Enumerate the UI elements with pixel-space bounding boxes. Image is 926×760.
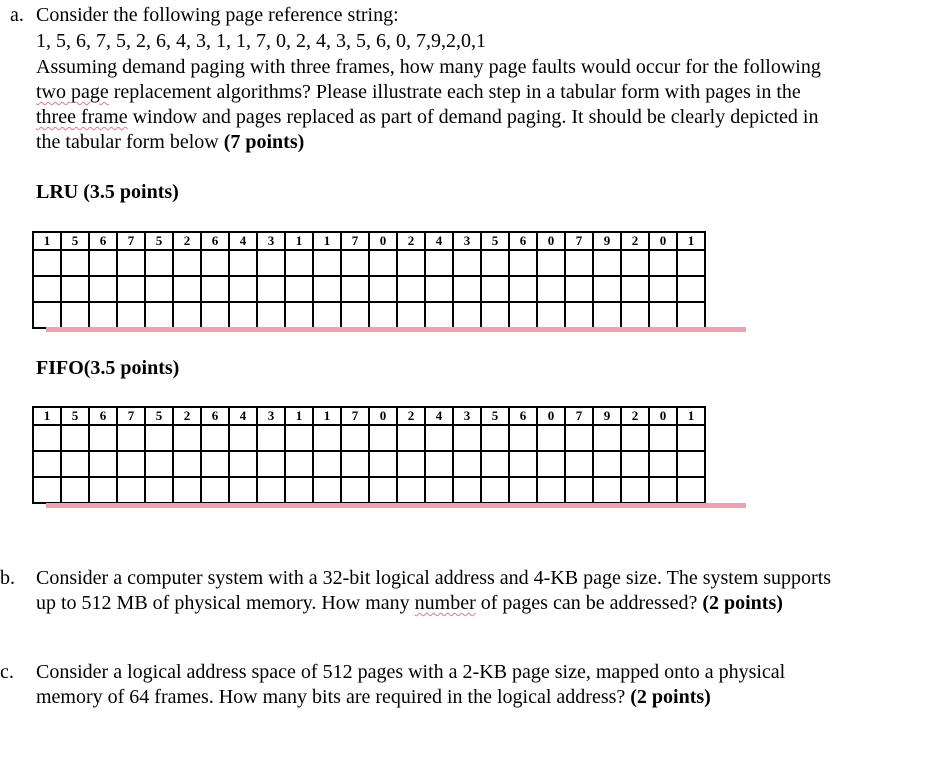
fifo-frame-cell[interactable] — [117, 425, 145, 451]
part-c-line1: Consider a logical address space of 512 pages with a 2-KB page size, mapped onto a physical — [36, 661, 786, 683]
lru-frame-cell[interactable] — [453, 250, 481, 276]
lru-frame-cell[interactable] — [677, 276, 705, 302]
fifo-reference-row — [33, 407, 705, 425]
fifo-frame-cell[interactable] — [313, 425, 341, 451]
fifo-ref-cell: 1 — [33, 407, 61, 425]
lru-ref-cell: 3 — [257, 232, 285, 250]
lru-ref-cell: 7 — [565, 232, 593, 250]
part-c-line2 — [36, 685, 711, 710]
lru-frame-cell[interactable] — [33, 276, 61, 302]
lru-frame-cell[interactable] — [537, 276, 565, 302]
fifo-frame-cell[interactable] — [425, 451, 453, 477]
fifo-frame-cell[interactable] — [285, 425, 313, 451]
lru-frame-cell[interactable] — [89, 250, 117, 276]
lru-ref-cell: 3 — [453, 232, 481, 250]
fifo-frame-cell[interactable] — [341, 425, 369, 451]
fifo-frame-cell[interactable] — [397, 425, 425, 451]
part-b-line1: Consider a computer system with a 32-bit logical address and 4-KB page size. The system supports — [36, 567, 832, 589]
lru-frame-cell[interactable] — [285, 302, 313, 328]
reference-string: 1, 5, 6, 7, 5, 2, 6, 4, 3, 1, 1, 7, 0, 2, 4, 3, 5, 6, 0, 7,9,2,0,1 — [36, 30, 486, 52]
part-a-line4 — [36, 130, 304, 155]
lru-frame-cell[interactable] — [257, 302, 285, 328]
fifo-ref-cell: 5 — [61, 407, 89, 425]
lru-table — [32, 231, 706, 329]
fifo-ref-cell: 7 — [341, 407, 369, 425]
fifo-frame-cell[interactable] — [145, 451, 173, 477]
lru-frame-cell[interactable] — [649, 302, 677, 328]
fifo-frame-cell[interactable] — [341, 477, 369, 503]
fifo-frame-cell[interactable] — [33, 425, 61, 451]
fifo-frame-cell[interactable] — [145, 477, 173, 503]
lru-frame-cell[interactable] — [313, 250, 341, 276]
lru-ref-cell: 1 — [33, 232, 61, 250]
lru-ref-cell: 0 — [369, 232, 397, 250]
lru-frame-cell[interactable] — [341, 276, 369, 302]
fifo-frame-cell[interactable] — [33, 451, 61, 477]
lru-ref-cell: 4 — [425, 232, 453, 250]
lru-frame-row — [33, 276, 705, 302]
lru-frame-cell[interactable] — [229, 302, 257, 328]
fifo-frame-cell[interactable] — [313, 451, 341, 477]
lru-frame-cell[interactable] — [285, 250, 313, 276]
fifo-frame-cell[interactable] — [621, 451, 649, 477]
fifo-frame-cell[interactable] — [677, 451, 705, 477]
fifo-frame-cell[interactable] — [229, 425, 257, 451]
fifo-frame-cell[interactable] — [481, 477, 509, 503]
lru-ref-cell: 4 — [229, 232, 257, 250]
lru-frame-cell[interactable] — [565, 250, 593, 276]
fifo-frame-cell[interactable] — [369, 425, 397, 451]
part-a-line4-text: the tabular form below — [36, 131, 224, 153]
fifo-frame-cell[interactable] — [397, 477, 425, 503]
lru-frame-cell[interactable] — [173, 302, 201, 328]
lru-ref-cell: 6 — [509, 232, 537, 250]
lru-frame-row — [33, 250, 705, 276]
fifo-frame-cell[interactable] — [257, 477, 285, 503]
fifo-frame-cell[interactable] — [61, 477, 89, 503]
fifo-frame-cell[interactable] — [117, 451, 145, 477]
fifo-frame-cell[interactable] — [509, 451, 537, 477]
lru-frame-cell[interactable] — [229, 276, 257, 302]
fifo-ref-cell: 3 — [257, 407, 285, 425]
part-b-line2 — [36, 591, 783, 616]
fifo-ref-cell: 0 — [649, 407, 677, 425]
fifo-frame-cell[interactable] — [677, 477, 705, 503]
part-a-heading: Consider the following page reference string: — [36, 4, 399, 26]
fifo-ref-cell: 1 — [677, 407, 705, 425]
lru-reference-row — [33, 232, 705, 250]
lru-frame-cell[interactable] — [397, 302, 425, 328]
fifo-frame-cell[interactable] — [89, 451, 117, 477]
lru-frame-cell[interactable] — [397, 276, 425, 302]
fifo-frame-cell[interactable] — [593, 451, 621, 477]
fifo-frame-cell[interactable] — [369, 451, 397, 477]
lru-frame-cell[interactable] — [145, 250, 173, 276]
fifo-frame-cell[interactable] — [313, 477, 341, 503]
lru-frame-cell[interactable] — [425, 276, 453, 302]
lru-frame-cell[interactable] — [481, 302, 509, 328]
fifo-ref-cell: 5 — [145, 407, 173, 425]
lru-frame-cell[interactable] — [593, 276, 621, 302]
lru-ref-cell: 2 — [621, 232, 649, 250]
lru-frame-cell[interactable] — [509, 276, 537, 302]
fifo-frame-cell[interactable] — [117, 477, 145, 503]
fifo-ref-cell: 0 — [369, 407, 397, 425]
lru-frame-cell[interactable] — [257, 250, 285, 276]
spellcheck-number: number — [414, 592, 476, 614]
lru-frame-row — [33, 302, 705, 328]
fifo-ref-cell: 6 — [509, 407, 537, 425]
lru-frame-cell[interactable] — [229, 250, 257, 276]
fifo-frame-cell[interactable] — [173, 425, 201, 451]
fifo-ref-cell: 2 — [621, 407, 649, 425]
fifo-frame-cell[interactable] — [425, 477, 453, 503]
fifo-frame-row — [33, 425, 705, 451]
lru-frame-cell[interactable] — [61, 276, 89, 302]
fifo-ref-cell: 3 — [453, 407, 481, 425]
spellcheck-three-frame: three frame — [36, 106, 128, 128]
fifo-frame-cell[interactable] — [621, 477, 649, 503]
fifo-frame-cell[interactable] — [145, 425, 173, 451]
part-c-line2-text: memory of 64 frames. How many bits are required in the logical address? — [36, 686, 631, 708]
lru-frame-cell[interactable] — [89, 302, 117, 328]
fifo-frame-cell[interactable] — [453, 425, 481, 451]
lru-frame-cell[interactable] — [453, 276, 481, 302]
lru-ref-cell: 5 — [481, 232, 509, 250]
fifo-frame-cell[interactable] — [201, 451, 229, 477]
part-a-line2-rest: replacement algorithms? Please illustrate each step in a tabular form with pages in the — [108, 81, 801, 103]
lru-frame-cell[interactable] — [117, 302, 145, 328]
fifo-frame-cell[interactable] — [33, 477, 61, 503]
lru-frame-cell[interactable] — [649, 276, 677, 302]
fifo-frame-cell[interactable] — [257, 425, 285, 451]
fifo-ref-cell: 2 — [173, 407, 201, 425]
lru-frame-cell[interactable] — [677, 302, 705, 328]
fifo-frame-cell[interactable] — [537, 451, 565, 477]
lru-frame-cell[interactable] — [537, 250, 565, 276]
lru-ref-cell: 7 — [117, 232, 145, 250]
fifo-frame-cell[interactable] — [285, 451, 313, 477]
part-a-line3-rest: window and pages replaced as part of demand paging. It should be clearly depicted in — [127, 106, 819, 128]
fifo-ref-cell: 9 — [593, 407, 621, 425]
lru-frame-cell[interactable] — [425, 250, 453, 276]
lru-frame-cell[interactable] — [453, 302, 481, 328]
fifo-frame-cell[interactable] — [89, 425, 117, 451]
fifo-frame-cell[interactable] — [481, 425, 509, 451]
lru-frame-cell[interactable] — [117, 250, 145, 276]
lru-frame-cell[interactable] — [593, 302, 621, 328]
lru-frame-cell[interactable] — [593, 250, 621, 276]
lru-ref-cell: 0 — [537, 232, 565, 250]
fifo-frame-cell[interactable] — [173, 477, 201, 503]
lru-ref-cell: 5 — [61, 232, 89, 250]
fifo-frame-cell[interactable] — [229, 451, 257, 477]
part-a-points: (7 points) — [223, 131, 305, 153]
lru-frame-cell[interactable] — [621, 276, 649, 302]
part-c-points: (2 points) — [630, 686, 711, 708]
lru-ref-cell: 1 — [677, 232, 705, 250]
lru-frame-cell[interactable] — [509, 250, 537, 276]
fifo-divider — [46, 503, 746, 508]
part-b-line2-b: of pages can be addressed? — [475, 592, 703, 614]
fifo-frame-cell[interactable] — [537, 477, 565, 503]
fifo-frame-cell[interactable] — [677, 425, 705, 451]
fifo-ref-cell: 4 — [425, 407, 453, 425]
fifo-frame-cell[interactable] — [341, 451, 369, 477]
fifo-frame-cell[interactable] — [453, 451, 481, 477]
spellcheck-two-page: two page — [36, 81, 109, 103]
fifo-frame-row — [33, 477, 705, 503]
fifo-frame-cell[interactable] — [229, 477, 257, 503]
fifo-frame-cell[interactable] — [201, 425, 229, 451]
fifo-frame-cell[interactable] — [537, 425, 565, 451]
lru-frame-cell[interactable] — [173, 276, 201, 302]
part-a-marker: a. — [10, 4, 24, 26]
fifo-frame-cell[interactable] — [61, 425, 89, 451]
lru-frame-cell[interactable] — [425, 302, 453, 328]
lru-divider — [46, 327, 746, 332]
fifo-ref-cell: 7 — [565, 407, 593, 425]
lru-ref-cell: 1 — [313, 232, 341, 250]
part-a-line3 — [36, 105, 819, 130]
fifo-frame-cell[interactable] — [649, 451, 677, 477]
fifo-ref-cell: 5 — [481, 407, 509, 425]
lru-frame-cell[interactable] — [201, 250, 229, 276]
part-c-marker: c. — [0, 661, 14, 683]
fifo-frame-cell[interactable] — [565, 425, 593, 451]
lru-frame-cell[interactable] — [397, 250, 425, 276]
lru-frame-cell[interactable] — [201, 276, 229, 302]
lru-frame-cell[interactable] — [257, 276, 285, 302]
lru-frame-cell[interactable] — [677, 250, 705, 276]
fifo-frame-cell[interactable] — [621, 425, 649, 451]
lru-frame-cell[interactable] — [341, 302, 369, 328]
fifo-frame-cell[interactable] — [369, 477, 397, 503]
lru-frame-cell[interactable] — [33, 302, 61, 328]
part-b-points: (2 points) — [702, 592, 783, 614]
lru-ref-cell: 0 — [649, 232, 677, 250]
part-a-line2 — [36, 80, 801, 105]
lru-frame-cell[interactable] — [369, 276, 397, 302]
fifo-frame-cell[interactable] — [649, 477, 677, 503]
lru-frame-cell[interactable] — [145, 276, 173, 302]
lru-frame-cell[interactable] — [537, 302, 565, 328]
part-a-line1: Assuming demand paging with three frames, how many page faults would occur for the following — [36, 56, 821, 78]
lru-frame-cell[interactable] — [509, 302, 537, 328]
fifo-frame-cell[interactable] — [565, 477, 593, 503]
lru-frame-cell[interactable] — [201, 302, 229, 328]
lru-ref-cell: 1 — [285, 232, 313, 250]
lru-frame-cell[interactable] — [173, 250, 201, 276]
fifo-frame-cell[interactable] — [425, 425, 453, 451]
fifo-ref-cell: 7 — [117, 407, 145, 425]
lru-ref-cell: 6 — [89, 232, 117, 250]
fifo-title: FIFO(3.5 points) — [36, 357, 180, 379]
lru-frame-cell[interactable] — [61, 302, 89, 328]
lru-ref-cell: 9 — [593, 232, 621, 250]
lru-frame-cell[interactable] — [313, 302, 341, 328]
lru-ref-cell: 6 — [201, 232, 229, 250]
lru-frame-cell[interactable] — [481, 250, 509, 276]
lru-frame-cell[interactable] — [145, 302, 173, 328]
part-b-line2-a: up to 512 MB of physical memory. How many — [36, 592, 415, 614]
fifo-ref-cell: 2 — [397, 407, 425, 425]
lru-ref-cell: 2 — [397, 232, 425, 250]
fifo-frame-row — [33, 451, 705, 477]
lru-frame-cell[interactable] — [565, 302, 593, 328]
fifo-frame-cell[interactable] — [397, 451, 425, 477]
fifo-ref-cell: 0 — [537, 407, 565, 425]
fifo-frame-cell[interactable] — [285, 477, 313, 503]
lru-ref-cell: 2 — [173, 232, 201, 250]
part-b-marker: b. — [0, 567, 15, 589]
fifo-frame-cell[interactable] — [201, 477, 229, 503]
fifo-frame-cell[interactable] — [565, 451, 593, 477]
lru-frame-cell[interactable] — [369, 250, 397, 276]
lru-frame-cell[interactable] — [649, 250, 677, 276]
fifo-frame-cell[interactable] — [649, 425, 677, 451]
lru-frame-cell[interactable] — [565, 276, 593, 302]
lru-frame-cell[interactable] — [621, 302, 649, 328]
fifo-ref-cell: 6 — [201, 407, 229, 425]
fifo-ref-cell: 1 — [313, 407, 341, 425]
fifo-frame-cell[interactable] — [61, 451, 89, 477]
lru-frame-cell[interactable] — [341, 250, 369, 276]
fifo-frame-cell[interactable] — [481, 451, 509, 477]
fifo-frame-cell[interactable] — [593, 425, 621, 451]
lru-frame-cell[interactable] — [313, 276, 341, 302]
lru-frame-cell[interactable] — [117, 276, 145, 302]
fifo-frame-cell[interactable] — [173, 451, 201, 477]
fifo-ref-cell: 1 — [285, 407, 313, 425]
lru-frame-cell[interactable] — [285, 276, 313, 302]
fifo-table — [32, 406, 706, 504]
fifo-frame-cell[interactable] — [593, 477, 621, 503]
lru-frame-cell[interactable] — [621, 250, 649, 276]
fifo-ref-cell: 4 — [229, 407, 257, 425]
lru-frame-cell[interactable] — [369, 302, 397, 328]
lru-frame-cell[interactable] — [61, 250, 89, 276]
fifo-frame-cell[interactable] — [89, 477, 117, 503]
lru-frame-cell[interactable] — [89, 276, 117, 302]
lru-title: LRU (3.5 points) — [36, 181, 179, 203]
lru-ref-cell: 7 — [341, 232, 369, 250]
lru-ref-cell: 5 — [145, 232, 173, 250]
lru-frame-cell[interactable] — [33, 250, 61, 276]
fifo-ref-cell: 6 — [89, 407, 117, 425]
fifo-frame-cell[interactable] — [257, 451, 285, 477]
fifo-frame-cell[interactable] — [453, 477, 481, 503]
fifo-frame-cell[interactable] — [509, 425, 537, 451]
lru-frame-cell[interactable] — [481, 276, 509, 302]
fifo-frame-cell[interactable] — [509, 477, 537, 503]
